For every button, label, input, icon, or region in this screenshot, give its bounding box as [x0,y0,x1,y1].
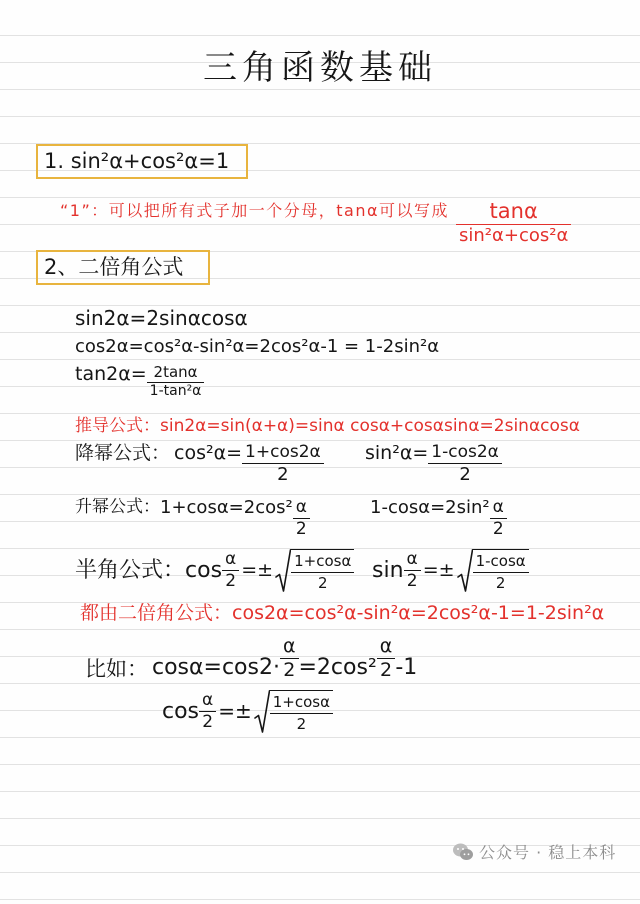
section1-note: “1”：可以把所有式子加一个分母，tanα可以写成 [60,201,450,220]
fraction-numerator: 1+cosα [272,693,331,711]
radical-sign-icon [457,549,473,592]
derivation-note: 推导公式：sin2α=sin(α+α)=sinα cosα+cosαsinα=2sinαcosα [75,416,580,436]
fraction-numerator: α [202,690,214,711]
angle-fraction [199,691,216,731]
fraction-denominator: 2 [428,463,502,485]
fraction-denominator: 2 [490,518,507,539]
fraction-denominator: 2 [404,570,421,591]
square-root [275,549,354,592]
fraction-denominator: 1-tan²α [147,382,205,399]
fraction-numerator: α [492,497,504,517]
tan-rewrite-fraction [456,200,571,246]
tan-double-angle-formula [75,364,204,399]
fraction-denominator: 2 [291,572,354,593]
fraction-denominator: 2 [270,713,333,734]
power-reduction-cos [75,443,324,484]
example-mid: =2cos² [298,655,377,681]
source-note: 都由二倍角公式：cos2α=cos²α-sin²α=2cos²α-1=1-2sin²α [80,602,605,624]
fraction-numerator: α [225,549,237,570]
angle-fraction [222,550,239,590]
formula-fraction [428,443,502,484]
watermark-text: 公众号 · 稳上本科 [479,843,617,862]
equals-plus-minus: =± [241,558,274,581]
power-raising-cos [75,498,310,538]
wechat-icon [452,842,474,862]
example-lhs: cosα=cos2· [152,655,280,681]
sin-double-angle-formula: sin2α=2sinαcosα [75,306,248,330]
formula-lhs: tan2α= [75,363,147,385]
function-name: cos [162,698,200,724]
fraction-numerator: 1+cos2α [245,442,321,462]
half-angle-fraction [377,636,396,681]
half-angle-fraction [280,636,299,681]
square-root [254,690,333,733]
function-name: cos [185,557,223,583]
radical-sign-icon [275,549,291,592]
power-reduction-label: 降幂公式： [75,442,171,464]
fraction-numerator: tanα [489,199,538,223]
fraction-denominator: 2 [222,570,239,591]
example-label: 比如： [85,656,148,681]
radicand [291,549,354,592]
example-line [85,636,417,681]
formula-lhs: 1-cosα=2sin² [370,497,490,518]
page-title: 三角函数基础 [203,48,437,88]
fraction-numerator: α [406,549,418,570]
equals-plus-minus: =± [422,558,455,581]
square-root [457,549,529,592]
half-angle-sin [372,549,529,592]
section1-heading-box [36,144,248,179]
fraction-numerator: α [295,497,307,517]
example-result [162,690,333,733]
fraction-numerator: 2tanα [153,363,198,381]
angle-fraction [404,550,421,590]
formula-lhs: 1+cosα=2cos² [160,497,293,518]
fraction-numerator: 1+cosα [294,552,352,570]
section1-heading: 1. sin²α+cos²α=1 [44,149,230,173]
half-angle-cos [75,549,354,592]
half-angle-fraction [490,498,507,538]
fraction-denominator: 2 [377,658,396,681]
radical-sign-icon [254,690,270,733]
section2-heading-box [36,250,210,285]
power-raising-label: 升幂公式： [75,497,160,517]
half-angle-fraction [293,498,310,538]
radicand-fraction [291,552,354,593]
formula-lhs: cos²α= [174,442,243,464]
radicand [270,690,333,733]
fraction-numerator: 1-cosα [475,552,526,570]
fraction-denominator: 2 [473,572,529,593]
fraction-denominator: 2 [280,658,299,681]
fraction-denominator: 2 [242,463,324,485]
fraction-denominator: 2 [293,518,310,539]
watermark [452,840,616,863]
fraction-numerator: 1-cos2α [431,442,499,462]
fraction-denominator: 2 [199,711,216,732]
section2-heading: 2、二倍角公式 [44,255,184,279]
power-raising-sin [370,498,507,538]
cos-double-angle-formula: cos2α=cos²α-sin²α=2cos²α-1 = 1-2sin²α [75,336,440,357]
formula-fraction [242,443,324,484]
formula-lhs: sin²α= [365,442,429,464]
equals-plus-minus: =± [218,699,252,723]
tan-double-fraction [147,364,205,399]
fraction-numerator: α [282,635,296,657]
half-angle-label: 半角公式： [75,557,186,583]
fraction-denominator: sin²α+cos²α [456,224,571,246]
power-reduction-sin [365,443,502,484]
radicand [473,549,529,592]
example-tail: -1 [395,655,418,681]
function-name: sin [372,557,404,583]
fraction-numerator: α [379,635,393,657]
radicand-fraction [473,552,529,593]
radicand-fraction [270,693,333,734]
